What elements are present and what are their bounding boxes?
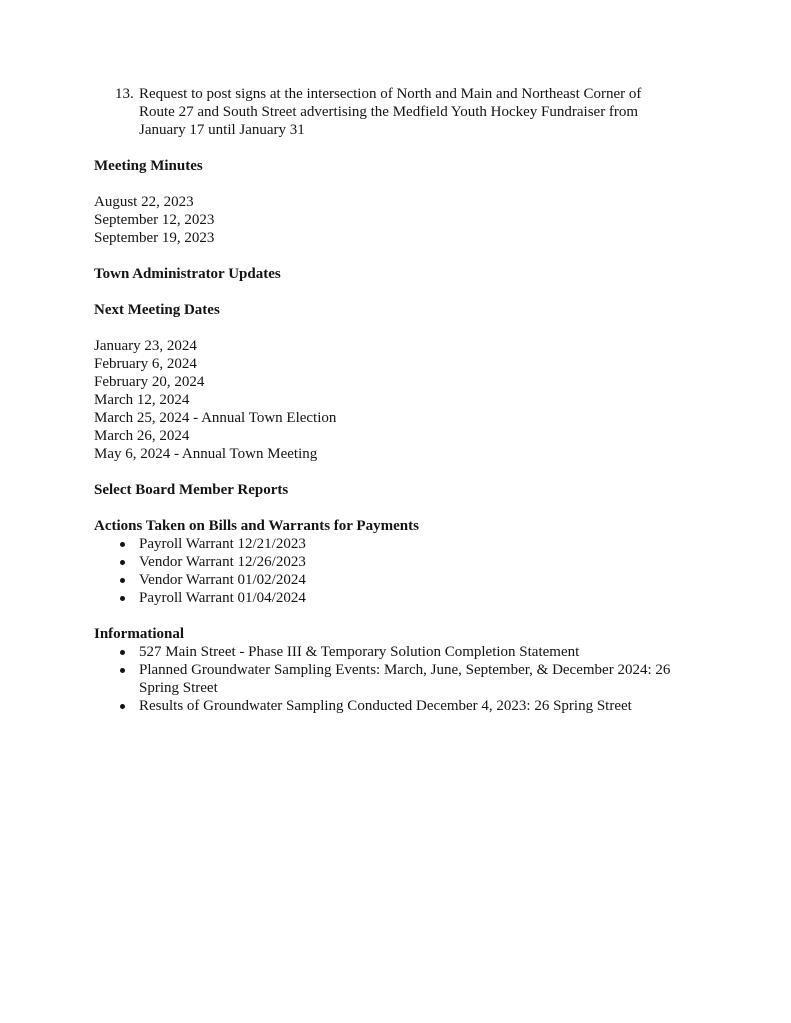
heading-informational: Informational	[94, 626, 184, 642]
next-meeting-date: May 6, 2024 - Annual Town Meeting	[94, 446, 318, 462]
next-meeting-date: March 12, 2024	[94, 392, 190, 408]
bullet-icon	[120, 553, 139, 571]
next-meeting-date: February 20, 2024	[94, 374, 205, 390]
warrant-list-item	[94, 553, 701, 571]
next-meeting-date: March 25, 2024 - Annual Town Election	[94, 410, 337, 426]
heading-select-board-member-reports: Select Board Member Reports	[94, 482, 289, 498]
agenda-item-number: 13.	[115, 86, 134, 102]
agenda-item-13	[115, 85, 701, 139]
warrant-item-text: Vendor Warrant 01/02/2024	[139, 572, 306, 588]
bullet-icon	[120, 697, 139, 715]
bullet-icon	[120, 535, 139, 553]
heading-town-administrator-updates: Town Administrator Updates	[94, 266, 281, 282]
next-meeting-date: February 6, 2024	[94, 356, 197, 372]
bullet-icon	[120, 643, 139, 661]
bullet-icon	[120, 661, 139, 697]
informational-list-item	[94, 661, 701, 697]
informational-item-text: 527 Main Street - Phase III & Temporary Solution Completion Statement	[139, 644, 580, 660]
meeting-minutes-dates	[94, 193, 701, 247]
meeting-minutes-date: September 12, 2023	[94, 212, 215, 228]
agenda-item-text: Request to post signs at the intersection of North and Main and Northeast Corner of Route 27 and South Street advertising the Medfield Youth Hockey Fundraiser from January 17 until January 31	[139, 86, 642, 138]
heading-meeting-minutes: Meeting Minutes	[94, 158, 203, 174]
bullet-icon	[120, 571, 139, 589]
warrant-list-item	[94, 535, 701, 553]
meeting-minutes-date: September 19, 2023	[94, 230, 215, 246]
bullet-icon	[120, 589, 139, 607]
warrant-list-item	[94, 571, 701, 589]
warrant-item-text: Payroll Warrant 12/21/2023	[139, 536, 306, 552]
meeting-minutes-date: August 22, 2023	[94, 194, 194, 210]
next-meeting-date: January 23, 2024	[94, 338, 197, 354]
document-content	[94, 85, 701, 715]
heading-actions-taken: Actions Taken on Bills and Warrants for Payments	[94, 518, 419, 534]
informational-item-text: Planned Groundwater Sampling Events: March, June, September, & December 2024: 26 Spring Street	[139, 662, 671, 696]
informational-list	[94, 643, 701, 715]
next-meeting-dates-list	[94, 337, 701, 463]
warrant-item-text: Vendor Warrant 12/26/2023	[139, 554, 306, 570]
heading-next-meeting-dates: Next Meeting Dates	[94, 302, 220, 318]
informational-list-item	[94, 697, 701, 715]
actions-taken-list	[94, 535, 701, 607]
informational-list-item	[94, 643, 701, 661]
next-meeting-date: March 26, 2024	[94, 428, 190, 444]
informational-item-text: Results of Groundwater Sampling Conducted December 4, 2023: 26 Spring Street	[139, 698, 632, 714]
warrant-list-item	[94, 589, 701, 607]
warrant-item-text: Payroll Warrant 01/04/2024	[139, 590, 306, 606]
